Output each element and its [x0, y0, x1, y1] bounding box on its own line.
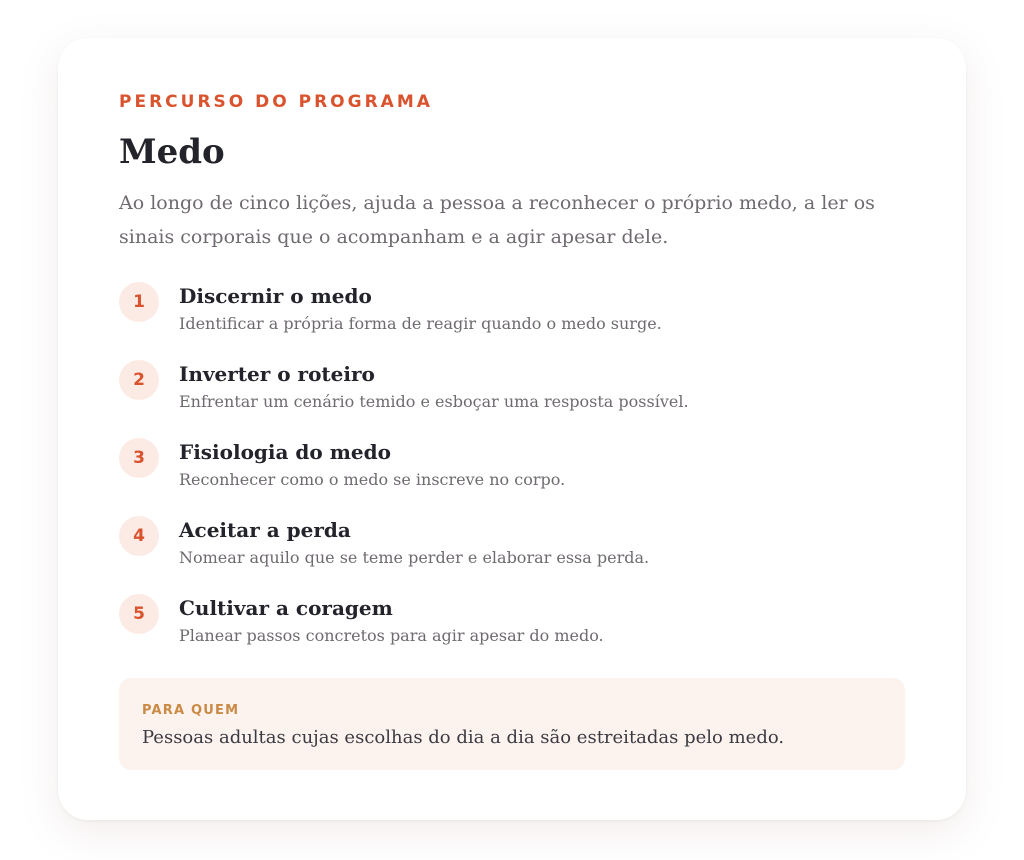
- lesson-item: [119, 438, 905, 516]
- lesson-description: Nomear aquilo que se teme perder e elaborar essa perda.: [179, 548, 650, 567]
- lesson-title: Aceitar a perda: [179, 518, 351, 542]
- lesson-title: Fisiologia do medo: [179, 440, 391, 464]
- lesson-description: Planear passos concretos para agir apesar do medo.: [179, 626, 604, 645]
- step-number-badge: 2: [119, 360, 159, 400]
- step-number-badge: 4: [119, 516, 159, 556]
- lesson-title: Discernir o medo: [179, 284, 372, 308]
- lesson-list: [119, 282, 905, 672]
- lesson-item: [119, 516, 905, 594]
- program-card: [58, 38, 966, 820]
- section-eyebrow: PERCURSO DO PROGRAMA: [119, 92, 433, 112]
- lesson-item: [119, 360, 905, 438]
- step-number-badge: 5: [119, 594, 159, 634]
- lesson-item: [119, 282, 905, 360]
- audience-label: PARA QUEM: [142, 703, 240, 718]
- lesson-item: [119, 594, 905, 672]
- step-number-badge: 3: [119, 438, 159, 478]
- audience-text: Pessoas adultas cujas escolhas do dia a dia são estreitadas pelo medo.: [142, 727, 785, 748]
- program-description: Ao longo de cinco lições, ajuda a pessoa a reconhecer o próprio medo, a ler os sinais corporais que o acompanham e a agir apesar dele.: [119, 192, 875, 248]
- lesson-title: Inverter o roteiro: [179, 362, 375, 386]
- page-title: Medo: [119, 132, 225, 172]
- lesson-description: Enfrentar um cenário temido e esboçar uma resposta possível.: [179, 392, 689, 411]
- audience-box: [119, 678, 905, 770]
- lesson-description: Reconhecer como o medo se inscreve no corpo.: [179, 470, 566, 489]
- step-number-badge: 1: [119, 282, 159, 322]
- lesson-title: Cultivar a coragem: [179, 596, 393, 620]
- lesson-description: Identificar a própria forma de reagir quando o medo surge.: [179, 314, 662, 333]
